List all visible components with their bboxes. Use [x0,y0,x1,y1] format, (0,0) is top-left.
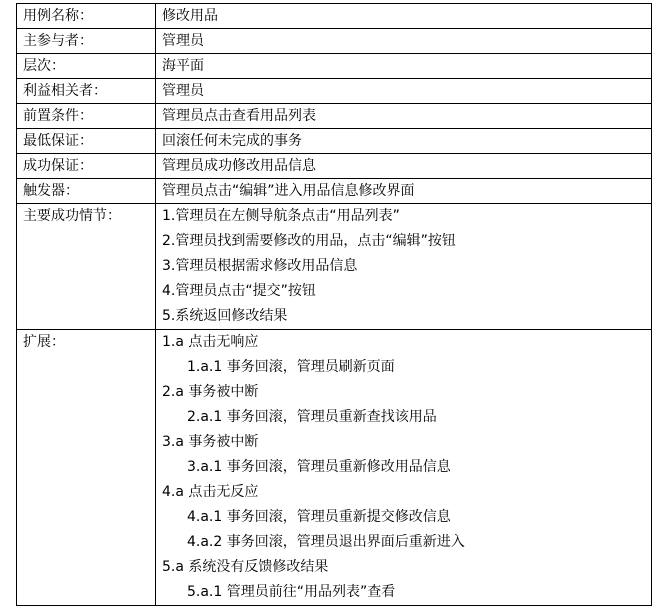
row-value: 管理员点击查看用品列表 [156,104,652,129]
list-item: 5.a.1 管理员前往“用品列表”查看 [187,584,396,600]
row-label: 层次： [17,54,156,79]
table-row [17,129,652,154]
row-value: 管理员 [156,29,652,54]
row-label: 用例名称： [17,4,156,29]
table-row [17,104,652,129]
list-item: 3.a 事务被中断 [162,434,259,450]
row-label: 主参与者： [17,29,156,54]
row-value: 海平面 [156,54,652,79]
extensions-items [156,330,652,606]
table-row [17,154,652,179]
use-case-table [16,3,652,606]
table-row-main-flow [17,204,652,330]
row-value: 回滚任何未完成的事务 [156,129,652,154]
list-item: 5.a 系统没有反馈修改结果 [162,559,329,575]
table-row [17,79,652,104]
extensions-label: 扩展： [17,330,156,606]
list-item: 1.a.1 事务回滚，管理员刷新页面 [187,359,395,375]
row-label: 利益相关者： [17,79,156,104]
row-label: 最低保证： [17,129,156,154]
list-item: 1.管理员在左侧导航条点击“用品列表” [162,208,400,224]
main-flow-steps [156,204,652,330]
row-value: 管理员成功修改用品信息 [156,154,652,179]
row-value: 管理员 [156,79,652,104]
main-flow-label: 主要成功情节： [17,204,156,330]
table-row [17,179,652,204]
table-row-extensions [17,330,652,606]
row-label: 触发器： [17,179,156,204]
list-item: 4.a 点击无反应 [162,484,259,500]
row-value: 修改用品 [156,4,652,29]
list-item: 3.a.1 事务回滚，管理员重新修改用品信息 [187,459,451,475]
list-item: 4.管理员点击“提交”按钮 [162,283,316,299]
list-item: 2.管理员找到需要修改的用品，点击“编辑”按钮 [162,233,456,249]
table-row [17,4,652,29]
list-item: 4.a.2 事务回滚，管理员退出界面后重新进入 [187,534,465,550]
row-label: 前置条件： [17,104,156,129]
row-label: 成功保证： [17,154,156,179]
list-item: 1.a 点击无响应 [162,334,259,350]
list-item: 4.a.1 事务回滚，管理员重新提交修改信息 [187,509,451,525]
table-row [17,29,652,54]
list-item: 2.a.1 事务回滚，管理员重新查找该用品 [187,409,437,425]
table-row [17,54,652,79]
list-item: 3.管理员根据需求修改用品信息 [162,258,358,274]
list-item: 2.a 事务被中断 [162,384,259,400]
list-item: 5.系统返回修改结果 [162,308,288,324]
row-value: 管理员点击“编辑”进入用品信息修改界面 [156,179,652,204]
